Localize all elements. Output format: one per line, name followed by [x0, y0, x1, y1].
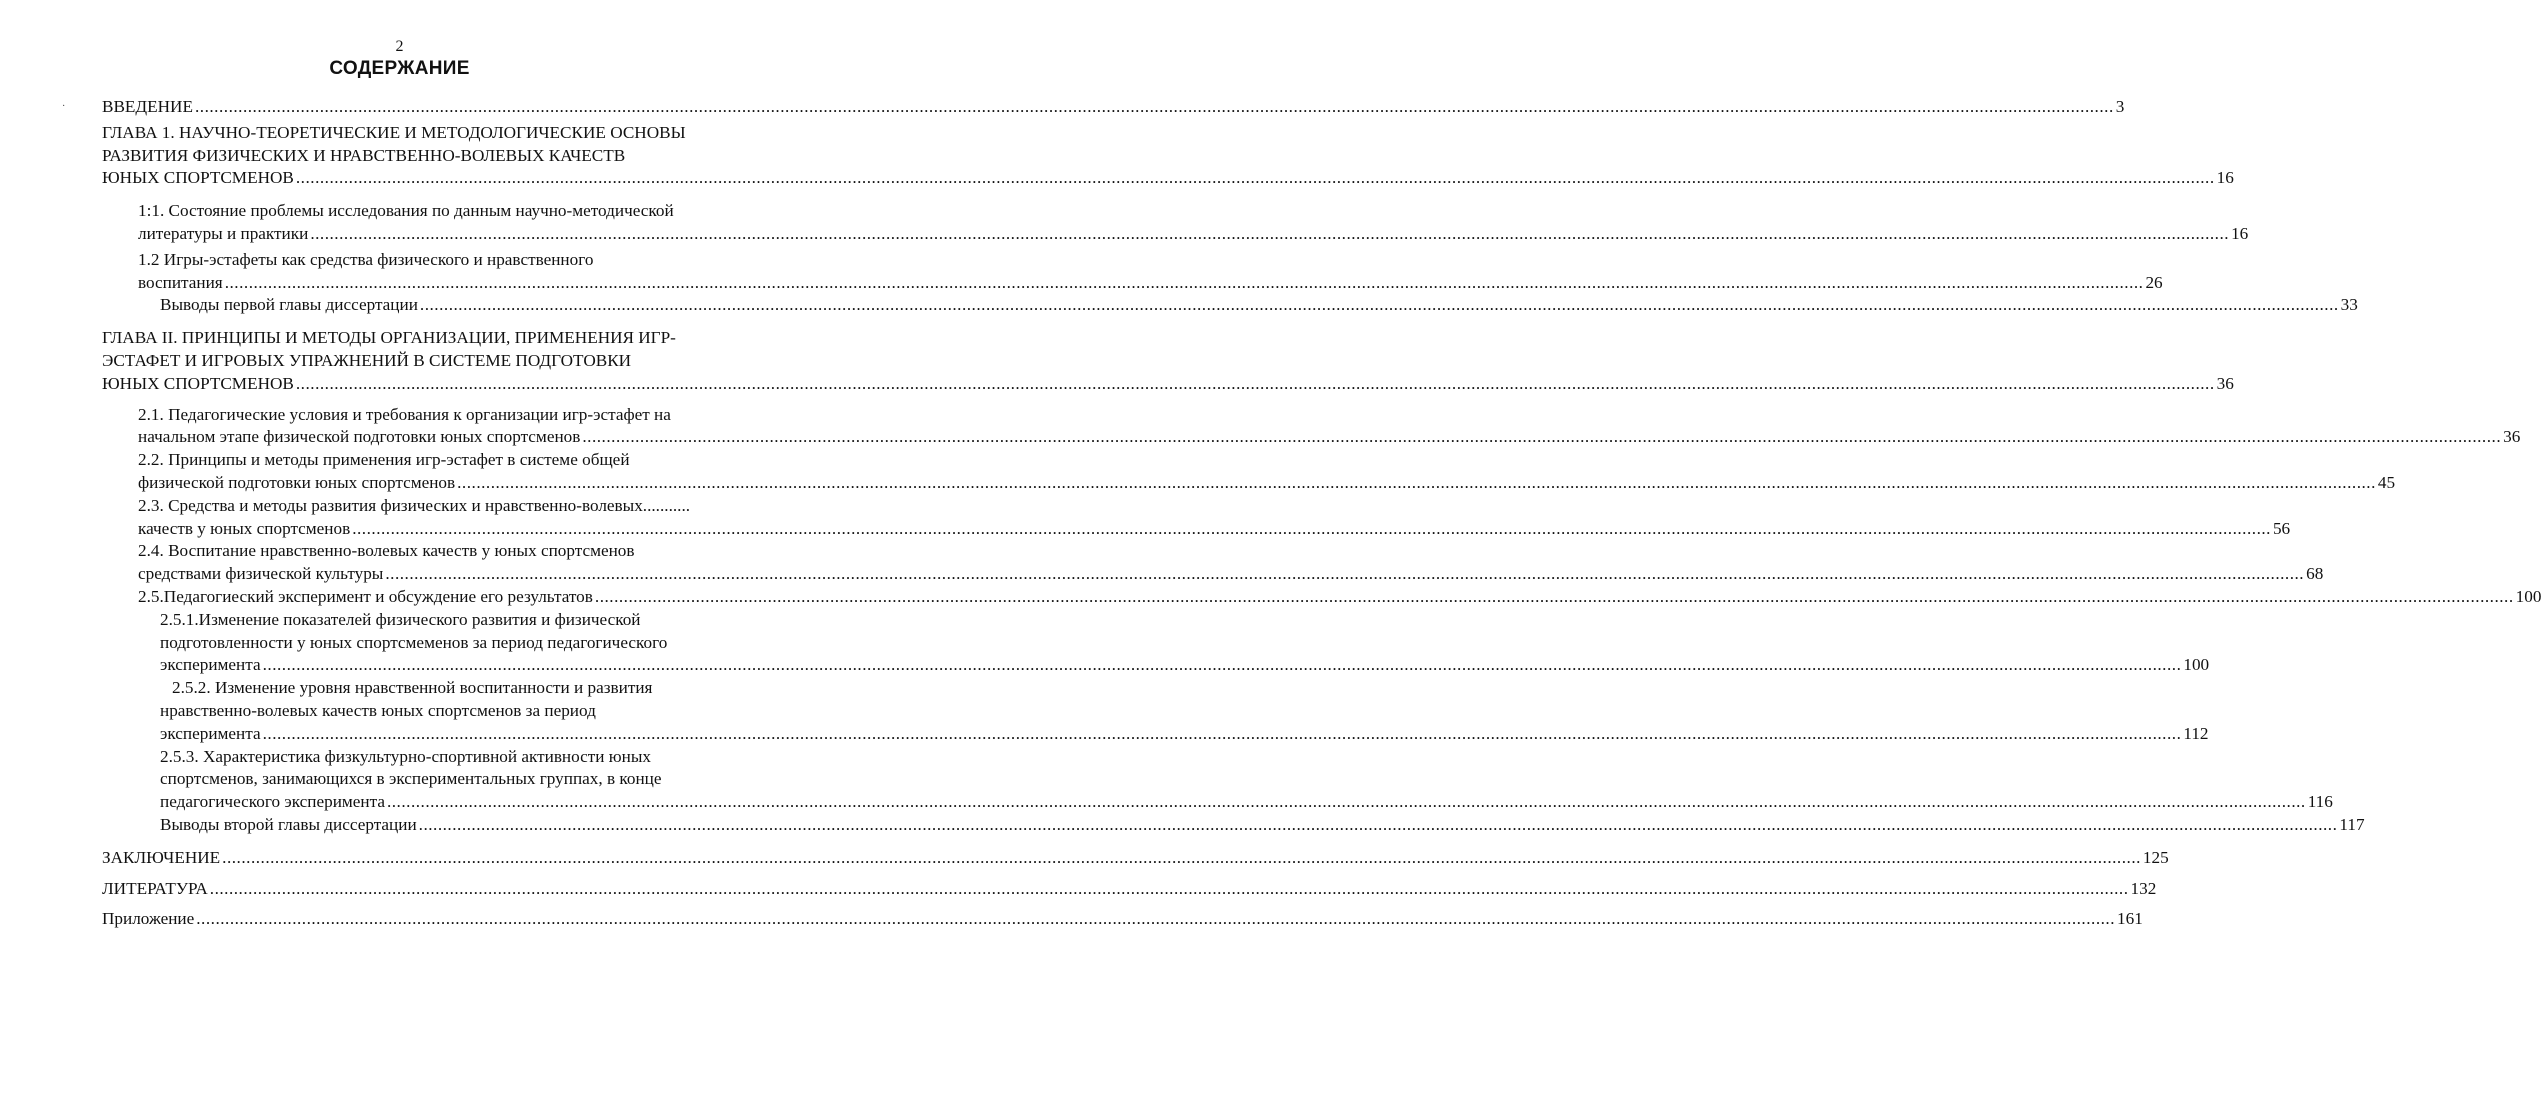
toc-page-number: 16	[2216, 168, 2234, 188]
toc-entry-line: 2.4. Воспитание нравственно-волевых качеств у юных спортсменов	[138, 541, 635, 561]
toc-page-number: 36	[2503, 427, 2521, 447]
toc-entry-section-2-5-2[interactable]	[160, 677, 2209, 745]
toc-entry-line: 2.5.1.Изменение показателей физического развития и физической	[160, 609, 641, 629]
toc-entry-introduction[interactable]	[102, 96, 2125, 119]
scan-mark: ·	[62, 101, 66, 112]
toc-entry-section-2-4[interactable]	[138, 540, 2324, 586]
toc-entry-chapter-2-conclusions[interactable]	[160, 814, 2365, 837]
toc-entry-title: Приложение	[102, 909, 195, 929]
toc-entry-title: Выводы второй главы диссертации	[160, 814, 417, 834]
toc-entry-title: физической подготовки юных спортсменов	[138, 472, 456, 492]
toc-page-number: 45	[2377, 472, 2396, 492]
page-title: СОДЕРЖАНИЕ	[329, 58, 470, 79]
toc-entry-title: литературы и практики	[138, 223, 309, 243]
toc-entry-section-2-2[interactable]	[138, 449, 2396, 495]
toc-page-number: 3	[2115, 97, 2125, 116]
toc-entry-title: воспитания	[138, 272, 223, 292]
toc-entry-title: начальном этапе физической подготовки юных спортсменов	[138, 427, 581, 447]
leader-dots: ................................................................................................................................................................................................................................................................................................................................................................................................................	[295, 373, 2215, 393]
toc-page-number: 36	[2216, 373, 2234, 393]
toc-entry-title: 2.5.Педагогиеский эксперимент и обсуждение его результатов	[138, 586, 593, 606]
toc-entry-line: ГЛАВА II. ПРИНЦИПЫ И МЕТОДЫ ОРГАНИЗАЦИИ, ПРИМЕНЕНИЯ ИГР-	[102, 328, 676, 348]
leader-dots: ................................................................................................................................................................................................................................................................................................................................................................................................................	[310, 223, 2230, 243]
toc-entry-line: ГЛАВА 1. НАУЧНО-ТЕОРЕТИЧЕСКИЕ И МЕТОДОЛОГИЧЕСКИЕ ОСНОВЫ	[102, 122, 686, 142]
page-number: 2	[395, 38, 404, 55]
toc-entry-appendix[interactable]	[102, 908, 2143, 931]
toc-entry-title: эксперимента	[160, 723, 261, 743]
leader-dots: ................................................................................................................................................................................................................................................................................................................................................................................................................	[262, 655, 2182, 675]
toc-entry-title: Выводы первой главы диссертации	[160, 295, 418, 315]
toc-page-number: 132	[2130, 878, 2157, 898]
toc-page-number: 117	[2339, 814, 2365, 834]
leader-dots: ................................................................................................................................................................................................................................................................................................................................................................................................................	[419, 295, 2339, 315]
toc-page-number: 161	[2117, 909, 2143, 929]
toc-entry-section-2-1[interactable]	[138, 404, 2521, 450]
toc-entry-section-1-1[interactable]	[138, 200, 2249, 246]
leader-dots: ................................................................................................................................................................................................................................................................................................................................................................................................................	[196, 909, 2115, 929]
toc-entry-section-2-5[interactable]	[138, 586, 2541, 609]
toc-entry-line: 2.2. Принципы и методы применения игр-эстафет в системе общей	[138, 450, 630, 470]
leader-dots: ................................................................................................................................................................................................................................................................................................................................................................................................................	[209, 878, 2129, 898]
toc-page-number: 33	[2340, 295, 2358, 315]
toc-page-number: 16	[2231, 223, 2249, 243]
table-of-contents	[102, 96, 2541, 931]
leader-dots: ................................................................................................................................................................................................................................................................................................................................................................................................................	[385, 564, 2305, 584]
toc-entry-line: 2.3. Средства и методы развития физических и нравственно-волевых...........	[138, 495, 691, 515]
toc-entry-title: качеств у юных спортсменов	[138, 518, 351, 538]
leader-dots: ................................................................................................................................................................................................................................................................................................................................................................................................................	[352, 518, 2271, 538]
toc-entry-chapter-2[interactable]	[102, 327, 2234, 395]
toc-entry-literature[interactable]	[102, 878, 2157, 901]
toc-entry-chapter-1[interactable]	[102, 122, 2234, 190]
toc-page-number: 112	[2183, 723, 2209, 743]
toc-entry-title: ЛИТЕРАТУРА	[102, 878, 208, 898]
toc-entry-title: ЮНЫХ СПОРТСМЕНОВ	[102, 373, 294, 393]
toc-entry-line: 2.1. Педагогические условия и требования к организации игр-эстафет на	[138, 404, 671, 424]
toc-entry-line: 1:1. Состояние проблемы исследования по данным научно-методической	[138, 201, 674, 221]
toc-entry-line: 1.2 Игры-эстафеты как средства физического и нравственного	[138, 249, 594, 269]
toc-entry-title: ВВЕДЕНИЕ	[102, 97, 193, 116]
toc-entry-line: РАЗВИТИЯ ФИЗИЧЕСКИХ И НРАВСТВЕННО-ВОЛЕВЫХ КАЧЕСТВ	[102, 145, 626, 165]
toc-entry-line: подготовленности у юных спортсмеменов за период педагогического	[160, 632, 668, 652]
toc-entry-title: ЗАКЛЮЧЕНИЕ	[102, 847, 221, 867]
leader-dots: ................................................................................................................................................................................................................................................................................................................................................................................................................	[418, 814, 2338, 834]
toc-entry-section-2-3[interactable]	[138, 495, 2291, 541]
toc-entry-section-2-5-1[interactable]	[160, 609, 2210, 677]
toc-page-number: 56	[2272, 518, 2291, 538]
toc-page-number: 26	[2145, 272, 2163, 292]
leader-dots: ................................................................................................................................................................................................................................................................................................................................................................................................................	[295, 168, 2215, 188]
toc-entry-title: эксперимента	[160, 655, 261, 675]
toc-entry-title: средствами физической культуры	[138, 564, 384, 584]
toc-page-number: 68	[2306, 564, 2324, 584]
leader-dots: ................................................................................................................................................................................................................................................................................................................................................................................................................	[386, 792, 2306, 812]
leader-dots: ................................................................................................................................................................................................................................................................................................................................................................................................................	[222, 847, 2141, 867]
toc-entry-title: ЮНЫХ СПОРТСМЕНОВ	[102, 168, 294, 188]
toc-page-number: 116	[2307, 792, 2333, 812]
toc-entry-section-2-5-3[interactable]	[160, 746, 2333, 814]
toc-entry-conclusion[interactable]	[102, 847, 2169, 870]
toc-entry-line: спортсменов, занимающихся в экспериментальных группах, в конце	[160, 769, 662, 789]
toc-entry-line: 2.5.2. Изменение уровня нравственной воспитанности и развития	[172, 678, 653, 698]
toc-page-number: 100	[2515, 586, 2541, 606]
leader-dots: ................................................................................................................................................................................................................................................................................................................................................................................................................	[594, 586, 2514, 606]
toc-entry-line: ЭСТАФЕТ И ИГРОВЫХ УПРАЖНЕНИЙ В СИСТЕМЕ ПОДГОТОВКИ	[102, 350, 632, 370]
leader-dots: ................................................................................................................................................................................................................................................................................................................................................................................................................	[457, 472, 2376, 492]
toc-entry-chapter-1-conclusions[interactable]	[160, 294, 2358, 317]
toc-page-number: 100	[2183, 655, 2210, 675]
leader-dots: ................................................................................................................................................................................................................................................................................................................................................................................................................	[194, 97, 2114, 116]
toc-entry-line: 2.5.3. Характеристика физкультурно-спортивной активности юных	[160, 746, 651, 766]
toc-entry-line: нравственно-волевых качеств юных спортсменов за период	[160, 700, 596, 720]
leader-dots: ................................................................................................................................................................................................................................................................................................................................................................................................................	[582, 427, 2502, 447]
toc-page-number: 125	[2142, 847, 2169, 867]
toc-entry-section-1-2[interactable]	[138, 249, 2163, 295]
toc-entry-title: педагогического эксперимента	[160, 792, 385, 812]
leader-dots: ................................................................................................................................................................................................................................................................................................................................................................................................................	[262, 723, 2182, 743]
leader-dots: ................................................................................................................................................................................................................................................................................................................................................................................................................	[224, 272, 2144, 292]
